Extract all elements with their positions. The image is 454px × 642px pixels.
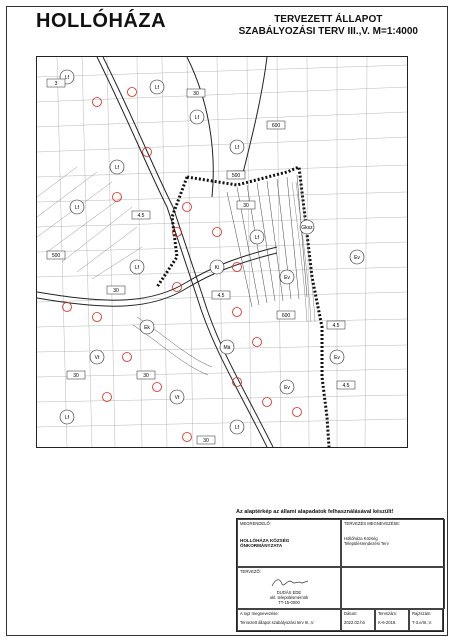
svg-text:Lf: Lf	[194, 115, 200, 121]
svg-text:30: 30	[193, 91, 199, 97]
regulation-marker	[233, 308, 242, 317]
parcel-data-box	[107, 286, 125, 294]
date-cell	[341, 609, 375, 631]
drawing-number-cell	[409, 609, 443, 631]
zone-label	[210, 260, 224, 274]
drawing-name-cell	[237, 609, 341, 631]
svg-text:Lf: Lf	[74, 205, 80, 211]
regulation-markers	[63, 88, 302, 442]
parcel-data-box	[212, 291, 230, 299]
regulation-marker	[263, 398, 272, 407]
zone-label	[280, 380, 294, 394]
zone-label	[280, 270, 294, 284]
zone-label	[60, 410, 74, 424]
project-value-2: Településrendezési Terv	[344, 541, 389, 546]
hatched-zone	[37, 167, 142, 279]
drawing-number-value: T-3.e/III.,V.	[412, 620, 433, 625]
empty-cell	[341, 567, 445, 609]
svg-text:Ev: Ev	[284, 385, 290, 391]
drawing-number-label: Rajzszám:	[412, 611, 432, 616]
svg-text:Vt: Vt	[174, 395, 180, 401]
parcel-data-box	[67, 371, 85, 379]
zone-label	[300, 220, 314, 234]
svg-text:500: 500	[51, 253, 61, 259]
svg-text:500: 500	[231, 173, 241, 179]
svg-text:30: 30	[73, 373, 79, 379]
source-note: Az alaptérkép az állami alapadatok felhasználásával készült!	[236, 509, 394, 515]
map-canvas	[37, 57, 407, 447]
designer-cell	[237, 567, 341, 609]
svg-text:4.5: 4.5	[137, 213, 145, 219]
regulation-marker	[253, 338, 262, 347]
client-label: MEGRENDELŐ:	[240, 521, 271, 526]
regulation-marker	[153, 383, 162, 392]
zone-label	[140, 320, 154, 334]
zone-label	[170, 390, 184, 404]
svg-text:4.5: 4.5	[217, 293, 225, 299]
plan-number-cell	[375, 609, 409, 631]
svg-text:600: 600	[281, 313, 291, 319]
parcel-data-box	[337, 381, 355, 389]
svg-text:3: 3	[54, 81, 58, 87]
project-value-1: Hollóháza Község	[344, 536, 378, 541]
zone-label	[150, 80, 164, 94]
svg-text:Lf: Lf	[64, 415, 70, 421]
regulation-marker	[233, 263, 242, 272]
svg-text:Lf: Lf	[234, 145, 240, 151]
regulation-marker	[113, 193, 122, 202]
client-name-2: ÖNKORMÁNYZATA	[240, 543, 283, 548]
road-network	[37, 57, 277, 447]
svg-text:Lf: Lf	[64, 75, 70, 81]
svg-text:Lf: Lf	[254, 235, 260, 241]
date-label: Dátum:	[344, 611, 358, 616]
designer-label: TERVEZŐ:	[240, 569, 261, 574]
parcel-data-box	[327, 321, 345, 329]
svg-text:Ev: Ev	[354, 255, 360, 261]
zone-label	[330, 350, 344, 364]
parcel-data-box	[267, 121, 285, 129]
svg-text:Lf: Lf	[234, 425, 240, 431]
place-name: HOLLÓHÁZA	[36, 10, 167, 32]
plan-number-value: K-6-2019.	[378, 620, 397, 625]
parcel-data-box	[47, 79, 65, 87]
svg-text:Ki: Ki	[214, 265, 220, 271]
parcel-lines-east	[227, 175, 307, 307]
zone-label	[350, 250, 364, 264]
parcel-data-box	[137, 371, 155, 379]
svg-text:Ek: Ek	[144, 325, 150, 331]
svg-text:Vt: Vt	[94, 355, 100, 361]
regulation-marker	[293, 408, 302, 417]
zone-label	[70, 200, 84, 214]
svg-text:Má: Má	[223, 345, 231, 351]
svg-text:30: 30	[113, 288, 119, 294]
parcel-data-box	[47, 251, 65, 259]
svg-text:30: 30	[203, 438, 209, 444]
zone-label	[250, 230, 264, 244]
plan-title	[239, 14, 418, 38]
designer-id: TT-15-0000	[278, 600, 300, 605]
parcel-data-box	[132, 211, 150, 219]
svg-text:Lf: Lf	[134, 265, 140, 271]
svg-text:4.5: 4.5	[342, 383, 350, 389]
svg-text:30: 30	[143, 373, 149, 379]
regulation-marker	[93, 313, 102, 322]
regulation-marker	[183, 203, 192, 212]
project-cell	[341, 519, 445, 567]
svg-text:600: 600	[271, 123, 281, 129]
svg-text:Ev: Ev	[284, 275, 290, 281]
title-block	[236, 518, 444, 632]
boundary-west	[157, 177, 187, 287]
regulation-marker	[183, 433, 192, 442]
regulation-marker	[213, 228, 222, 237]
client-name-1: HOLLÓHÁZA KÖZSÉG	[240, 538, 290, 543]
parcel-data-box	[237, 201, 255, 209]
zone-label	[110, 160, 124, 174]
zone-label	[230, 420, 244, 434]
designer-title: okl. településmérnök	[269, 595, 309, 600]
client-cell	[237, 519, 341, 567]
zone-label	[90, 350, 104, 364]
svg-text:30: 30	[243, 203, 249, 209]
zone-label	[130, 260, 144, 274]
drawing-name-value: Tervezett állapot szabályozási terv III.,V.	[240, 620, 315, 625]
plan-number-label: Tervszám:	[378, 611, 398, 616]
parcel-data-box	[277, 311, 295, 319]
zone-labels	[47, 70, 364, 444]
date-value: 2022.02.hó	[344, 620, 365, 625]
regulation-map	[36, 56, 408, 448]
svg-text:Lf: Lf	[114, 165, 120, 171]
svg-text:Ev: Ev	[334, 355, 340, 361]
zone-label	[220, 340, 234, 354]
svg-text:Lf: Lf	[154, 85, 160, 91]
regulation-marker	[123, 353, 132, 362]
plan-title-line2: SZABÁLYOZÁSI TERV III.,V. M=1:4000	[238, 26, 418, 37]
regulation-marker	[93, 98, 102, 107]
svg-text:4.5: 4.5	[332, 323, 340, 329]
designer-stamp	[238, 590, 340, 605]
regulation-marker	[103, 393, 112, 402]
parcel-data-box	[227, 171, 245, 179]
svg-text:Gksz: Gksz	[301, 225, 313, 231]
regulation-marker	[63, 303, 72, 312]
signature	[270, 576, 310, 590]
regulation-marker	[128, 88, 137, 97]
zone-label	[190, 110, 204, 124]
parcel-data-box	[187, 89, 205, 97]
project-label: TERVEZÉS MEGNEVEZÉSE:	[344, 521, 401, 526]
designer-name: DUDÁS EDE	[276, 590, 302, 595]
parcel-data-box	[197, 436, 215, 444]
plan-title-line1: TERVEZETT ÁLLAPOT	[274, 14, 383, 25]
drawing-name-label: A rajz megnevezése:	[240, 611, 279, 616]
zone-label	[230, 140, 244, 154]
